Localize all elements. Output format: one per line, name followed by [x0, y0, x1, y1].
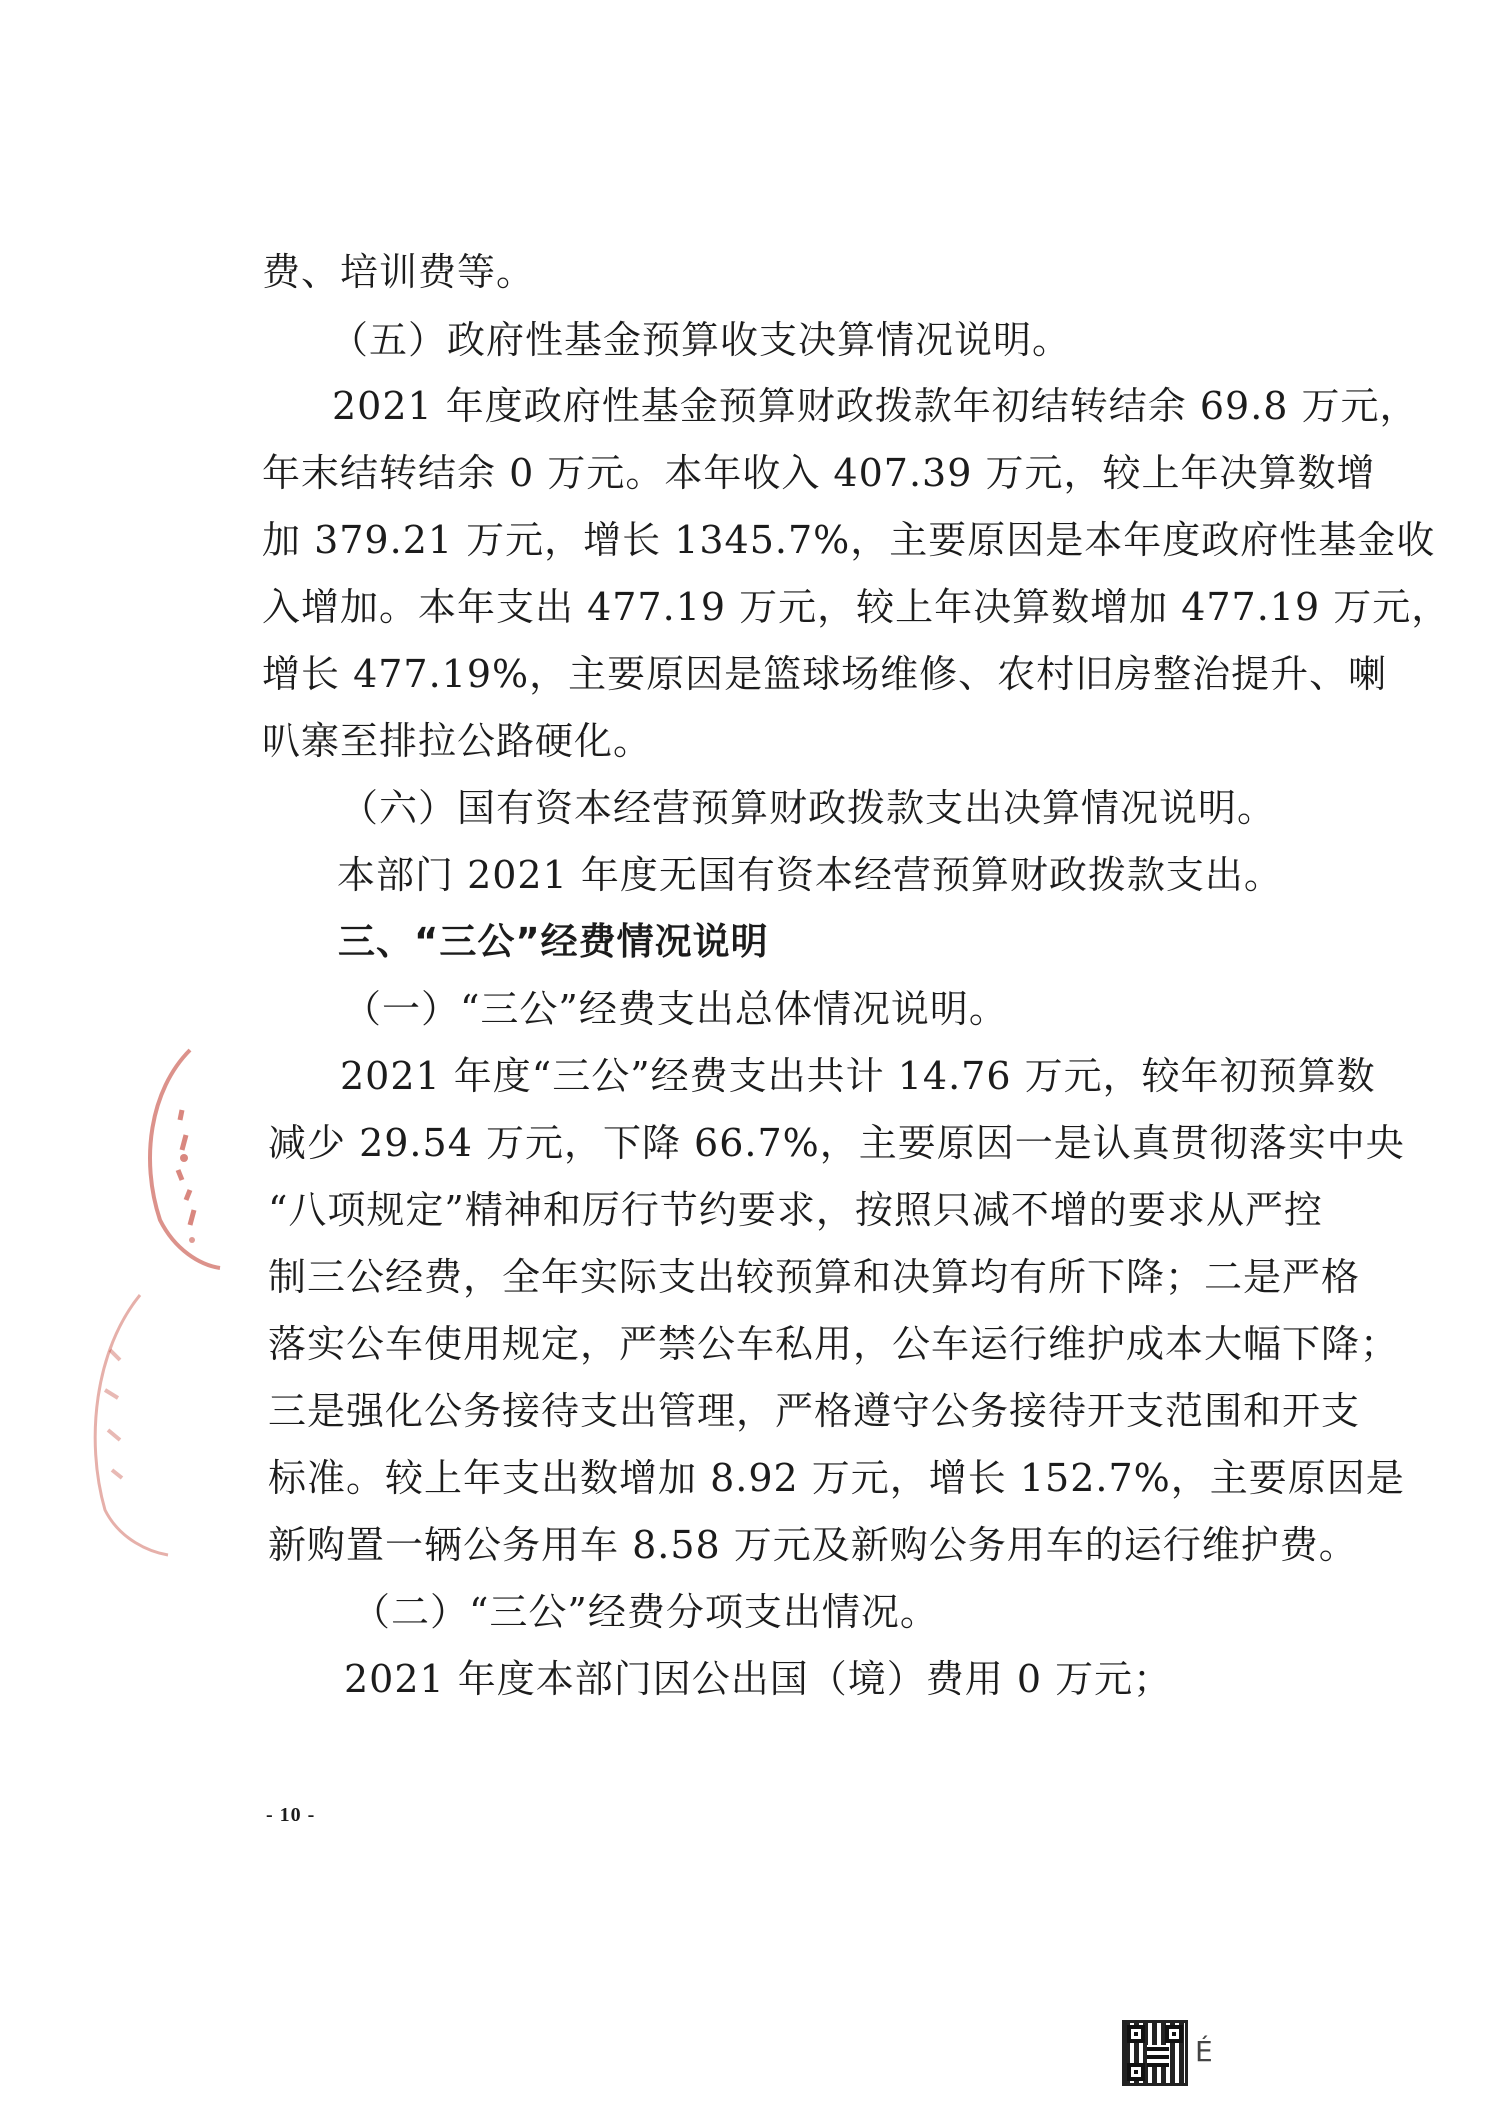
- corner-mark: É: [1195, 2035, 1213, 2068]
- seal-stamp-lower: [70, 1290, 170, 1560]
- text-line: 2021 年度本部门因公出国（境）费用 0 万元；: [344, 1657, 1173, 1701]
- text-line: 入增加。本年支出 477.19 万元，较上年决算数增加 477.19 万元，: [262, 585, 1451, 629]
- text-line: 三是强化公务接待支出管理，严格遵守公务接待开支范围和开支: [268, 1389, 1361, 1433]
- text-line: 费、培训费等。: [262, 250, 536, 294]
- text-line: 叭寨至排拉公路硬化。: [262, 719, 653, 763]
- text-line: 加 379.21 万元，增长 1345.7%，主要原因是本年度政府性基金收: [262, 518, 1436, 562]
- text-line: 新购置一辆公务用车 8.58 万元及新购公务用车的运行维护费。: [268, 1523, 1358, 1567]
- text-line: 本部门 2021 年度无国有资本经营预算财政拨款支出。: [337, 853, 1283, 897]
- text-line: 减少 29.54 万元，下降 66.7%，主要原因一是认真贯彻落实中央: [268, 1121, 1405, 1165]
- text-line: 2021 年度政府性基金预算财政拨款年初结转结余 69.8 万元，: [332, 384, 1419, 428]
- section-heading: （五）政府性基金预算收支决算情况说明。: [330, 318, 1072, 362]
- section-heading: （一）“三公”经费支出总体情况说明。: [343, 987, 1008, 1031]
- section-heading: （六）国有资本经营预算财政拨款支出决算情况说明。: [340, 786, 1277, 830]
- section-heading: （二）“三公”经费分项支出情况。: [352, 1590, 939, 1634]
- text-line: 制三公经费，全年实际支出较预算和决算均有所下降；二是严格: [268, 1255, 1361, 1299]
- qr-code-icon: [1122, 2020, 1188, 2086]
- chapter-heading: 三、“三公”经费情况说明: [338, 920, 769, 963]
- text-line: 年末结转结余 0 万元。本年收入 407.39 万元，较上年决算数增: [262, 451, 1376, 495]
- text-line: 增长 477.19%，主要原因是篮球场维修、农村旧房整治提升、喇: [262, 652, 1388, 696]
- page-number: - 10 -: [266, 1804, 316, 1826]
- text-line: “八项规定”精神和厉行节约要求，按照只减不增的要求从严控: [268, 1188, 1323, 1232]
- text-line: 落实公车使用规定，严禁公车私用，公车运行维护成本大幅下降；: [268, 1322, 1400, 1366]
- text-line: 标准。较上年支出数增加 8.92 万元，增长 152.7%，主要原因是: [268, 1456, 1405, 1500]
- text-line: 2021 年度“三公”经费支出共计 14.76 万元，较年初预算数: [340, 1054, 1376, 1098]
- seal-stamp-upper: [120, 1040, 230, 1270]
